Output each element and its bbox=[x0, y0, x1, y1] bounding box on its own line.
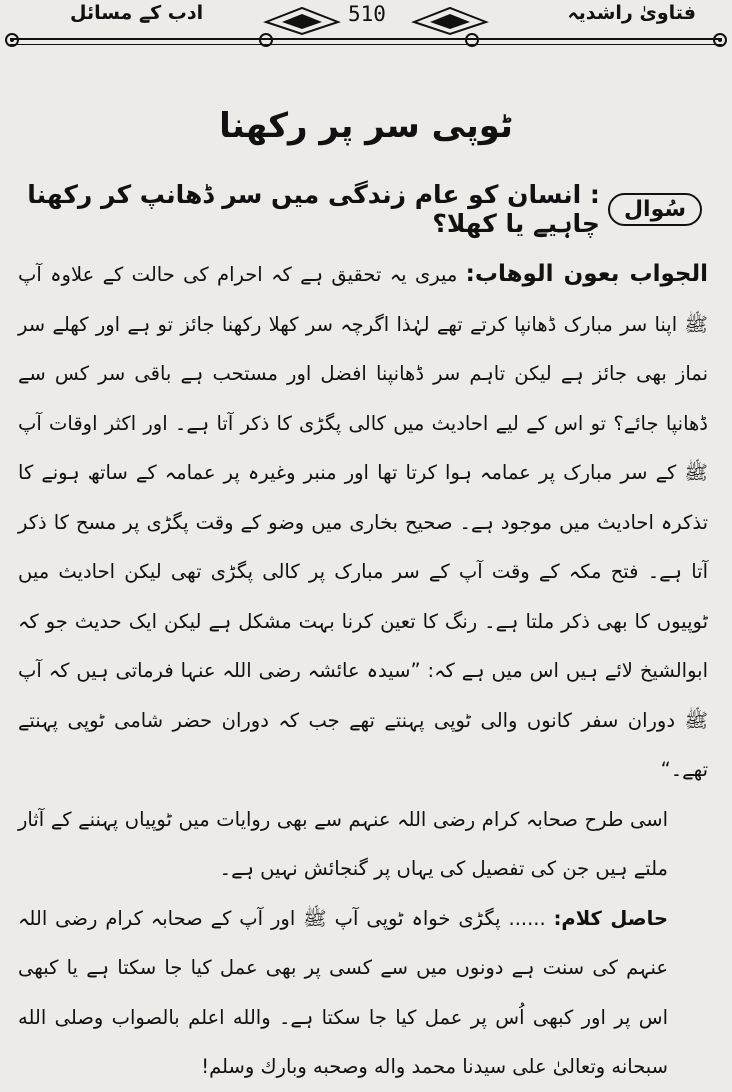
answer-paragraph-2: اسی طرح صحابہ کرام رضی اللہ عنہم سے بھی روایات میں ٹوپیاں پہننے کے آثار ملتے ہیں جن کی تفصیل کی یہاں پر گنجائش نہیں ہے۔ bbox=[18, 807, 668, 880]
question-row bbox=[22, 180, 702, 238]
chapter-title: ادب کے مسائل bbox=[70, 2, 204, 24]
center-left-knot-icon bbox=[256, 30, 276, 50]
closing-invocation: والله اعلم بالصواب وصلى الله سبحانه وتعالىٰ على سيدنا محمد واله وصحبه وبارك وسلم! bbox=[18, 1005, 668, 1078]
question-badge: سُوال bbox=[608, 193, 702, 226]
running-header bbox=[0, 0, 732, 58]
page-number: 510 bbox=[348, 2, 386, 26]
conclusion-text: ...... پگڑی خواہ ٹوپی آپ ﷺ اور آپ کے صحابہ کرام رضی اللہ عنہم کی سنت ہے دونوں میں سے کسی پر بھی عمل کیا جا سکتا ہے یا کبھی اس پر اور کبھی اُس پر عمل کیا جا سکتا ہے۔ bbox=[18, 906, 668, 1029]
center-right-knot-icon bbox=[462, 30, 482, 50]
header-rule bbox=[10, 38, 722, 45]
answer-paragraph-1: میری یہ تحقیق ہے کہ احرام کی حالت کے علاوہ آپ ﷺ اپنا سر مبارک ڈھانپا کرتے تھے لہٰذا اگرچہ سر کھلا رکھنا جائز تو ہے اور کھلے سر نماز بھی جائز ہے لیکن تاہم سر ڈھانپنا افضل اور مستحب ہے باقی سر کس سے ڈھانپا جائے؟ تو اس کے لیے احادیث میں کالی پگڑی کا ذکر آتا ہے۔ اور اکثر اوقات آپ ﷺ کے سر مبارک پر عمامہ ہوا کرتا تھا اور منبر وغیرہ پر عمامہ کے ساتھ ہونے کا تذکرہ احادیث میں موجود ہے۔ صحیح بخاری میں وضو کے وقت پگڑی پر مسح کا ذکر آتا ہے۔ فتح مکہ کے وقت آپ کے سر مبارک پر کالی پگڑی تھی لیکن احادیث میں ٹوپیوں کا بھی ذکر ملتا ہے۔ رنگ کا تعین کرنا بہت مشکل ہے لیکن ایک حدیث جو کہ ابوالشیخ لائے ہیں اس میں ہے کہ: ”سیدہ عائشہ رضی اللہ عنہا فرماتی ہیں کہ آپ ﷺ دوران سفر کانوں والی ٹوپی پہنتے تھے جب کہ دوران حضر شامی ٹوپی پہنتے تھے۔“ bbox=[18, 263, 708, 781]
right-rule-knot-icon bbox=[710, 30, 730, 50]
answer-heading: الجواب بعون الوهاب: bbox=[465, 261, 709, 287]
book-title: فتاویٰ راشدیہ bbox=[567, 2, 696, 24]
article-title: ٹوپی سر پر رکھنا bbox=[219, 106, 513, 146]
conclusion-label: حاصل کلام: bbox=[553, 906, 669, 930]
question-text: : انسان کو عام زندگی میں سر ڈھانپ کر رکھنا چاہیے یا کھلا؟ bbox=[27, 180, 600, 238]
answer-body bbox=[18, 250, 708, 1092]
left-rule-knot-icon bbox=[2, 30, 22, 50]
